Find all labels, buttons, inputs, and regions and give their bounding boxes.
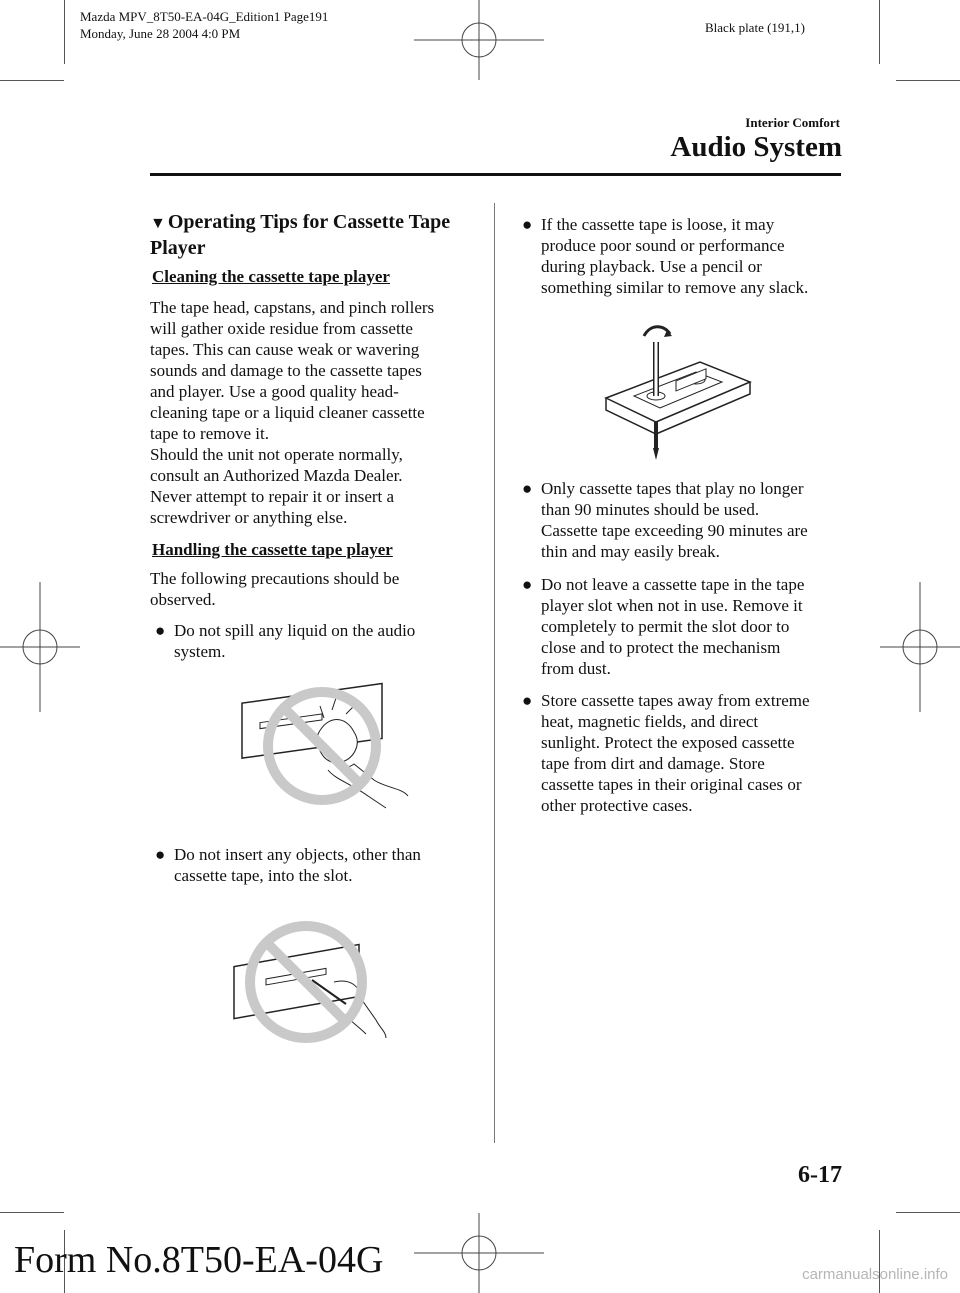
subheading-cleaning: Cleaning the cassette tape player <box>152 267 390 286</box>
list-item: ● Do not spill any liquid on the audio system. <box>155 621 416 661</box>
text-line: Should the unit not operate normally, <box>150 445 403 464</box>
print-meta-line1: Mazda MPV_8T50-EA-04G_Edition1 Page191 <box>80 9 329 24</box>
form-number: Form No.8T50-EA-04G <box>14 1239 384 1281</box>
pencil-cassette-illustration <box>604 322 754 462</box>
text-line: The following precautions should be <box>150 569 400 588</box>
heading-marker-icon: ▼ <box>150 215 166 232</box>
bullet-icon: ● <box>155 621 166 640</box>
print-meta-line2: Monday, June 28 2004 4:0 PM <box>80 26 241 41</box>
bullet-icon: ● <box>522 691 533 710</box>
registration-mark-icon <box>0 582 80 712</box>
text-line: tapes. This can cause weak or wavering <box>150 340 420 359</box>
section-title: Audio System <box>670 131 842 163</box>
section-label: Interior Comfort <box>745 115 840 130</box>
column-divider <box>494 203 495 1143</box>
no-objects-illustration <box>226 908 386 1043</box>
text-line: The tape head, capstans, and pinch rollers <box>150 298 435 317</box>
list-item: ● If the cassette tape is loose, it may produce poor sound or performance during playback. Use a pencil or something similar to remove any slack. <box>522 215 809 297</box>
text-line: cleaning tape or a liquid cleaner cassette <box>150 403 425 422</box>
list-item: ● Do not leave a cassette tape in the tape player slot when not in use. Remove it completely to permit the slot door to close and to protect the mechanism from dust. <box>522 575 805 678</box>
section-heading: ▼ Operating Tips for Cassette Tape Player <box>150 211 451 259</box>
text-line: sounds and damage to the cassette tapes <box>150 361 422 380</box>
page-number: 6-17 <box>798 1162 842 1188</box>
text-line: and player. Use a good quality head- <box>150 382 399 401</box>
text-line: Never attempt to repair it or insert a <box>150 487 395 506</box>
registration-mark-icon <box>880 582 960 712</box>
subheading-handling: Handling the cassette tape player <box>152 540 393 559</box>
registration-mark-icon <box>414 0 544 80</box>
text-line: tape to remove it. <box>150 424 269 443</box>
list-item: ● Do not insert any objects, other than cassette tape, into the slot. <box>155 845 421 885</box>
text-line: will gather oxide residue from cassette <box>150 319 413 338</box>
bullet-icon: ● <box>155 845 166 864</box>
watermark: carmanualsonline.info <box>802 1266 948 1283</box>
bullet-icon: ● <box>522 215 533 234</box>
text-line: consult an Authorized Mazda Dealer. <box>150 466 403 485</box>
no-liquid-illustration <box>236 684 408 808</box>
registration-mark-icon <box>414 1213 544 1293</box>
handling-intro <box>150 568 475 610</box>
header-rule <box>150 173 841 176</box>
list-item: ● Only cassette tapes that play no longer than 90 minutes should be used. Cassette tape exceeding 90 minutes are thin and may easily break. <box>522 479 808 561</box>
print-metadata <box>80 8 328 42</box>
bullet-icon: ● <box>522 575 533 594</box>
bullet-icon: ● <box>522 479 533 498</box>
plate-label: Black plate (191,1) <box>705 20 805 35</box>
text-line: observed. <box>150 590 216 609</box>
text-line: screwdriver or anything else. <box>150 508 348 527</box>
cleaning-paragraph <box>150 297 475 528</box>
list-item: ● Store cassette tapes away from extreme heat, magnetic fields, and direct sunlight. Protect the exposed cassette tape from dirt and damage. Store cassette tapes in their original cases or other protective cases. <box>522 691 810 815</box>
